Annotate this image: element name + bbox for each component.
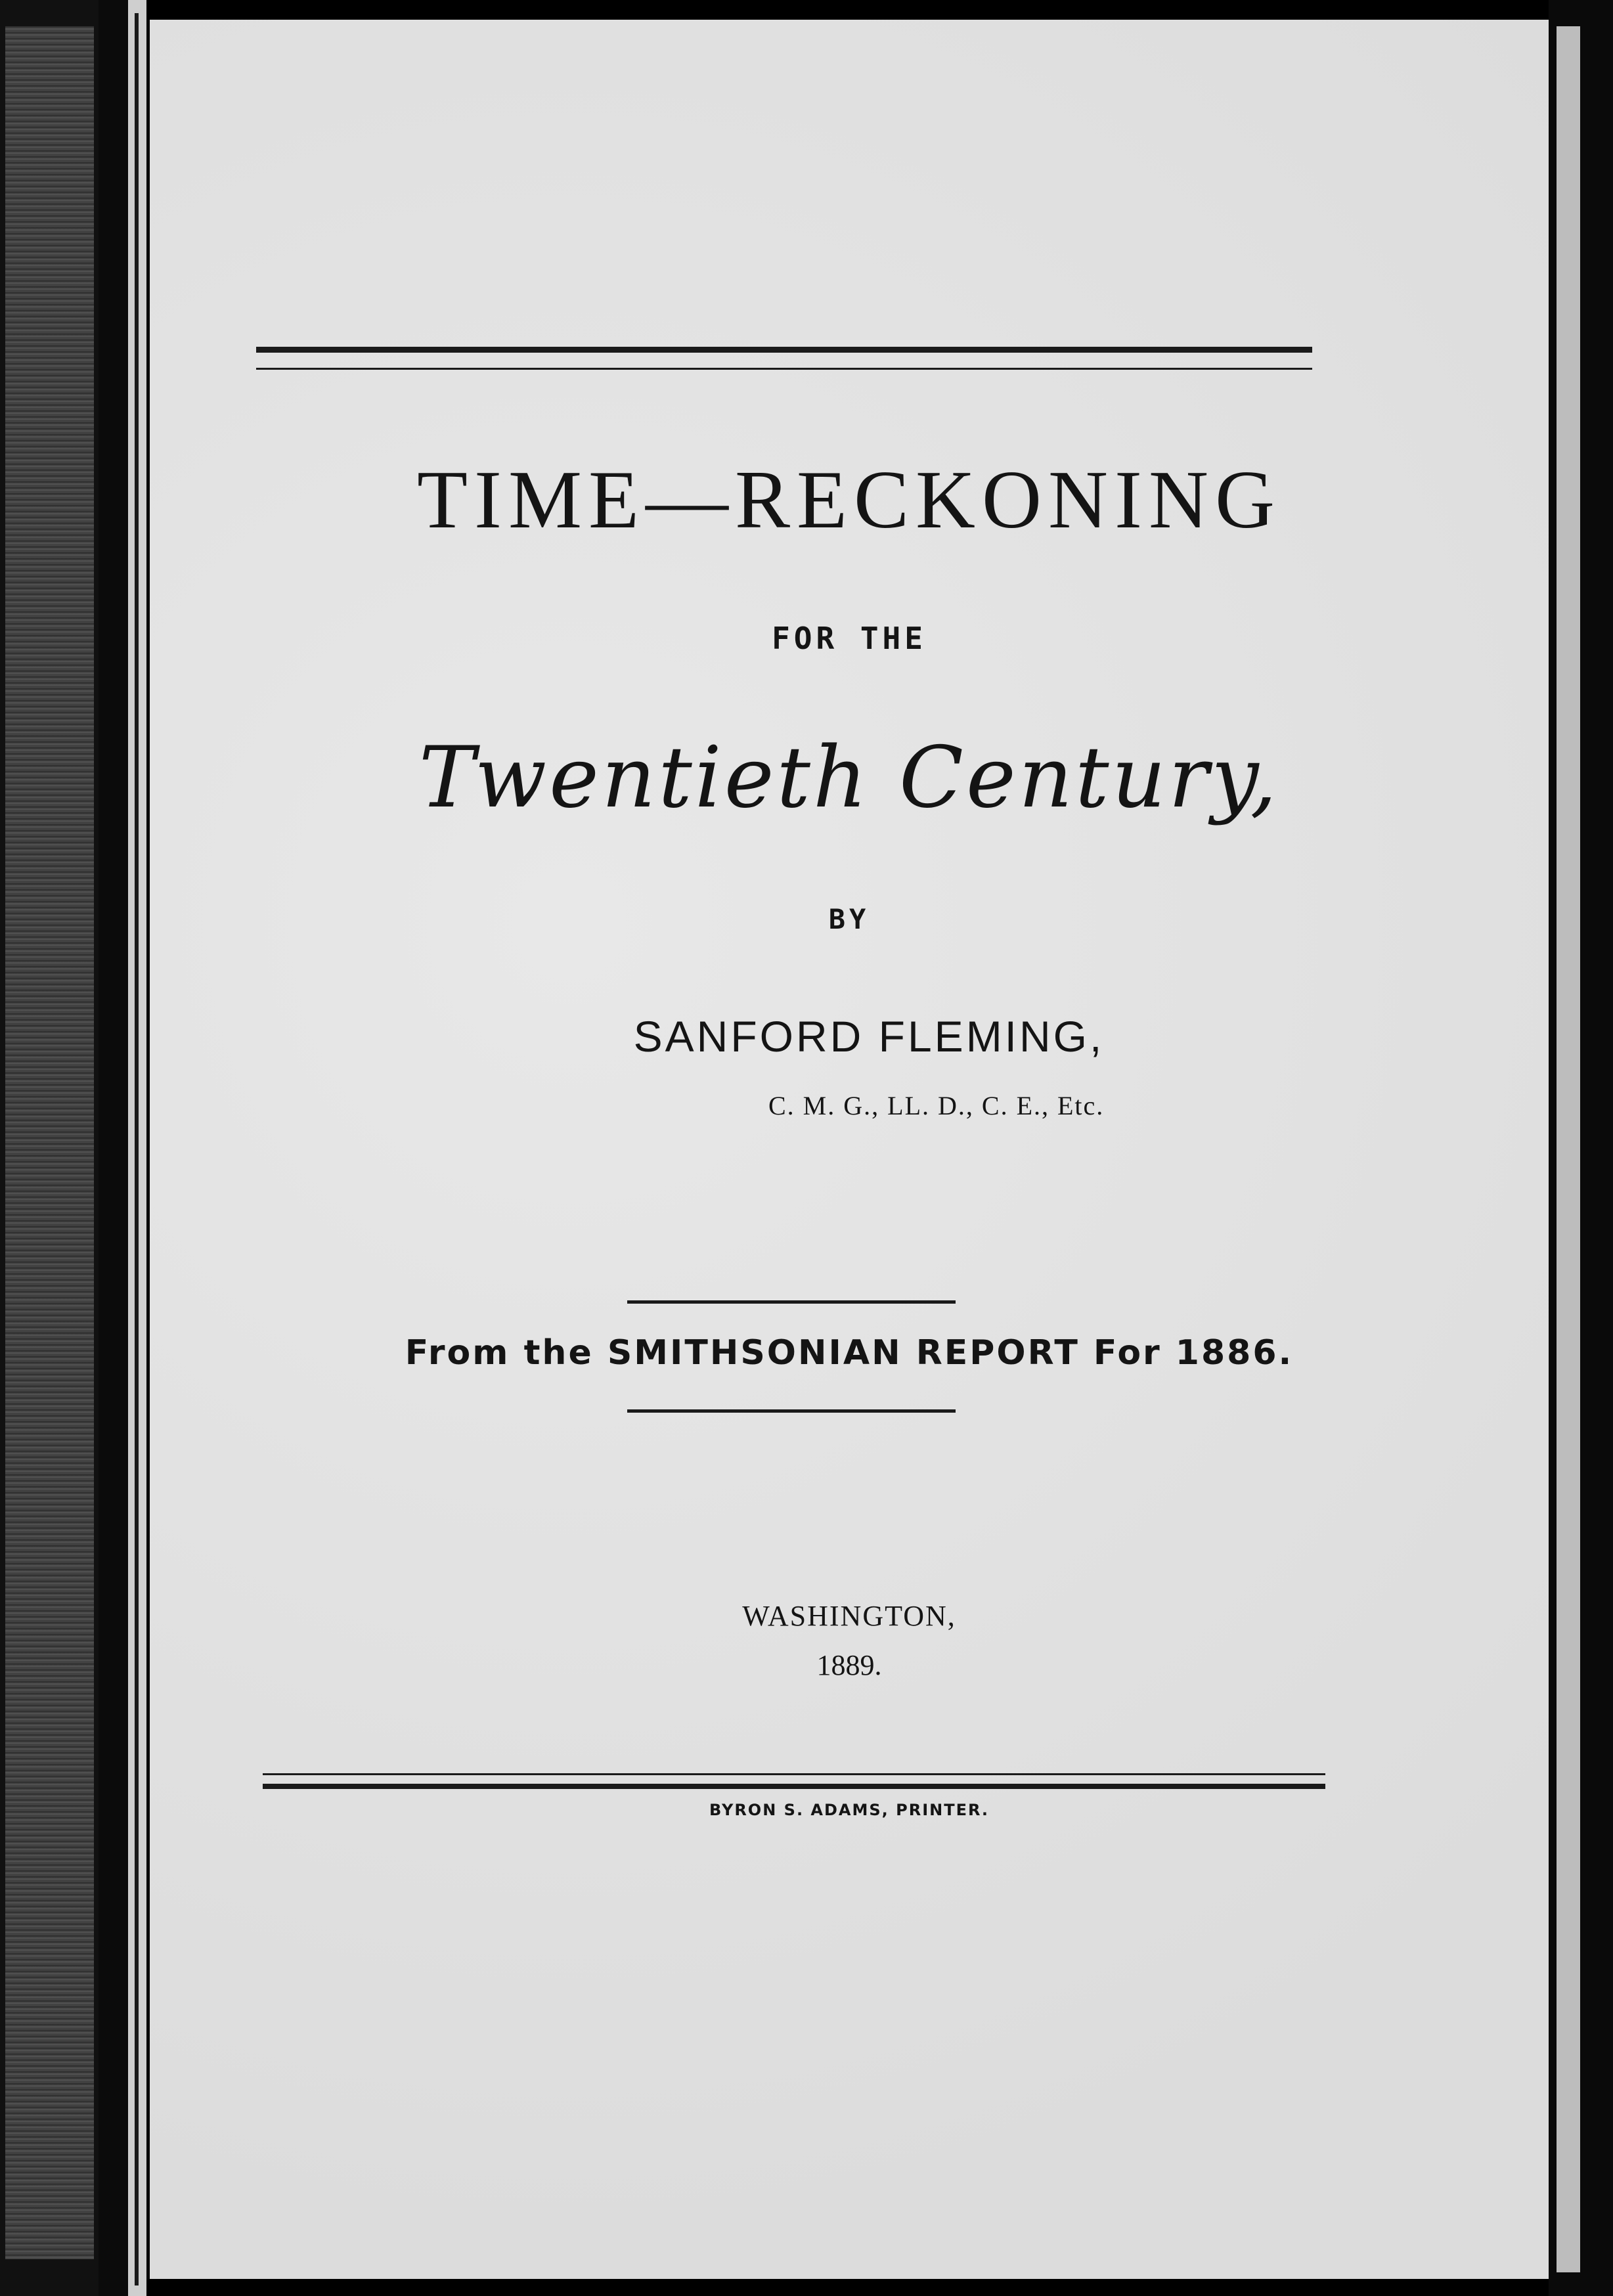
- source-rule-top: [627, 1300, 956, 1304]
- by-line: BY: [828, 903, 870, 935]
- publication-place: WASHINGTON,: [742, 1600, 956, 1632]
- book-title: TIME—RECKONING: [417, 454, 1281, 546]
- cover-texture: [5, 26, 94, 2259]
- title-page: [150, 20, 1549, 2279]
- author-credentials: C. M. G., LL. D., C. E., Etc.: [768, 1091, 1105, 1120]
- source-line: From the SMITHSONIAN REPORT For 1886.: [405, 1333, 1294, 1373]
- printer-imprint: BYRON S. ADAMS, PRINTER.: [709, 1801, 990, 1819]
- book-subtitle: Twentieth Century,: [418, 729, 1280, 827]
- right-page-edge: [1557, 26, 1580, 2272]
- publication-year: 1889.: [816, 1649, 882, 1681]
- binding-line: [135, 13, 139, 2285]
- for-the-line: FOR THE: [772, 621, 927, 656]
- top-rule-thick: [256, 347, 1312, 353]
- source-rule-bottom: [627, 1409, 956, 1413]
- bottom-rule-thin: [263, 1773, 1325, 1775]
- author-name: SANFORD FLEMING,: [633, 1012, 1105, 1061]
- top-rule-thin: [256, 368, 1312, 370]
- bottom-rule-thick: [263, 1784, 1325, 1789]
- gutter-shadow: [99, 0, 128, 2296]
